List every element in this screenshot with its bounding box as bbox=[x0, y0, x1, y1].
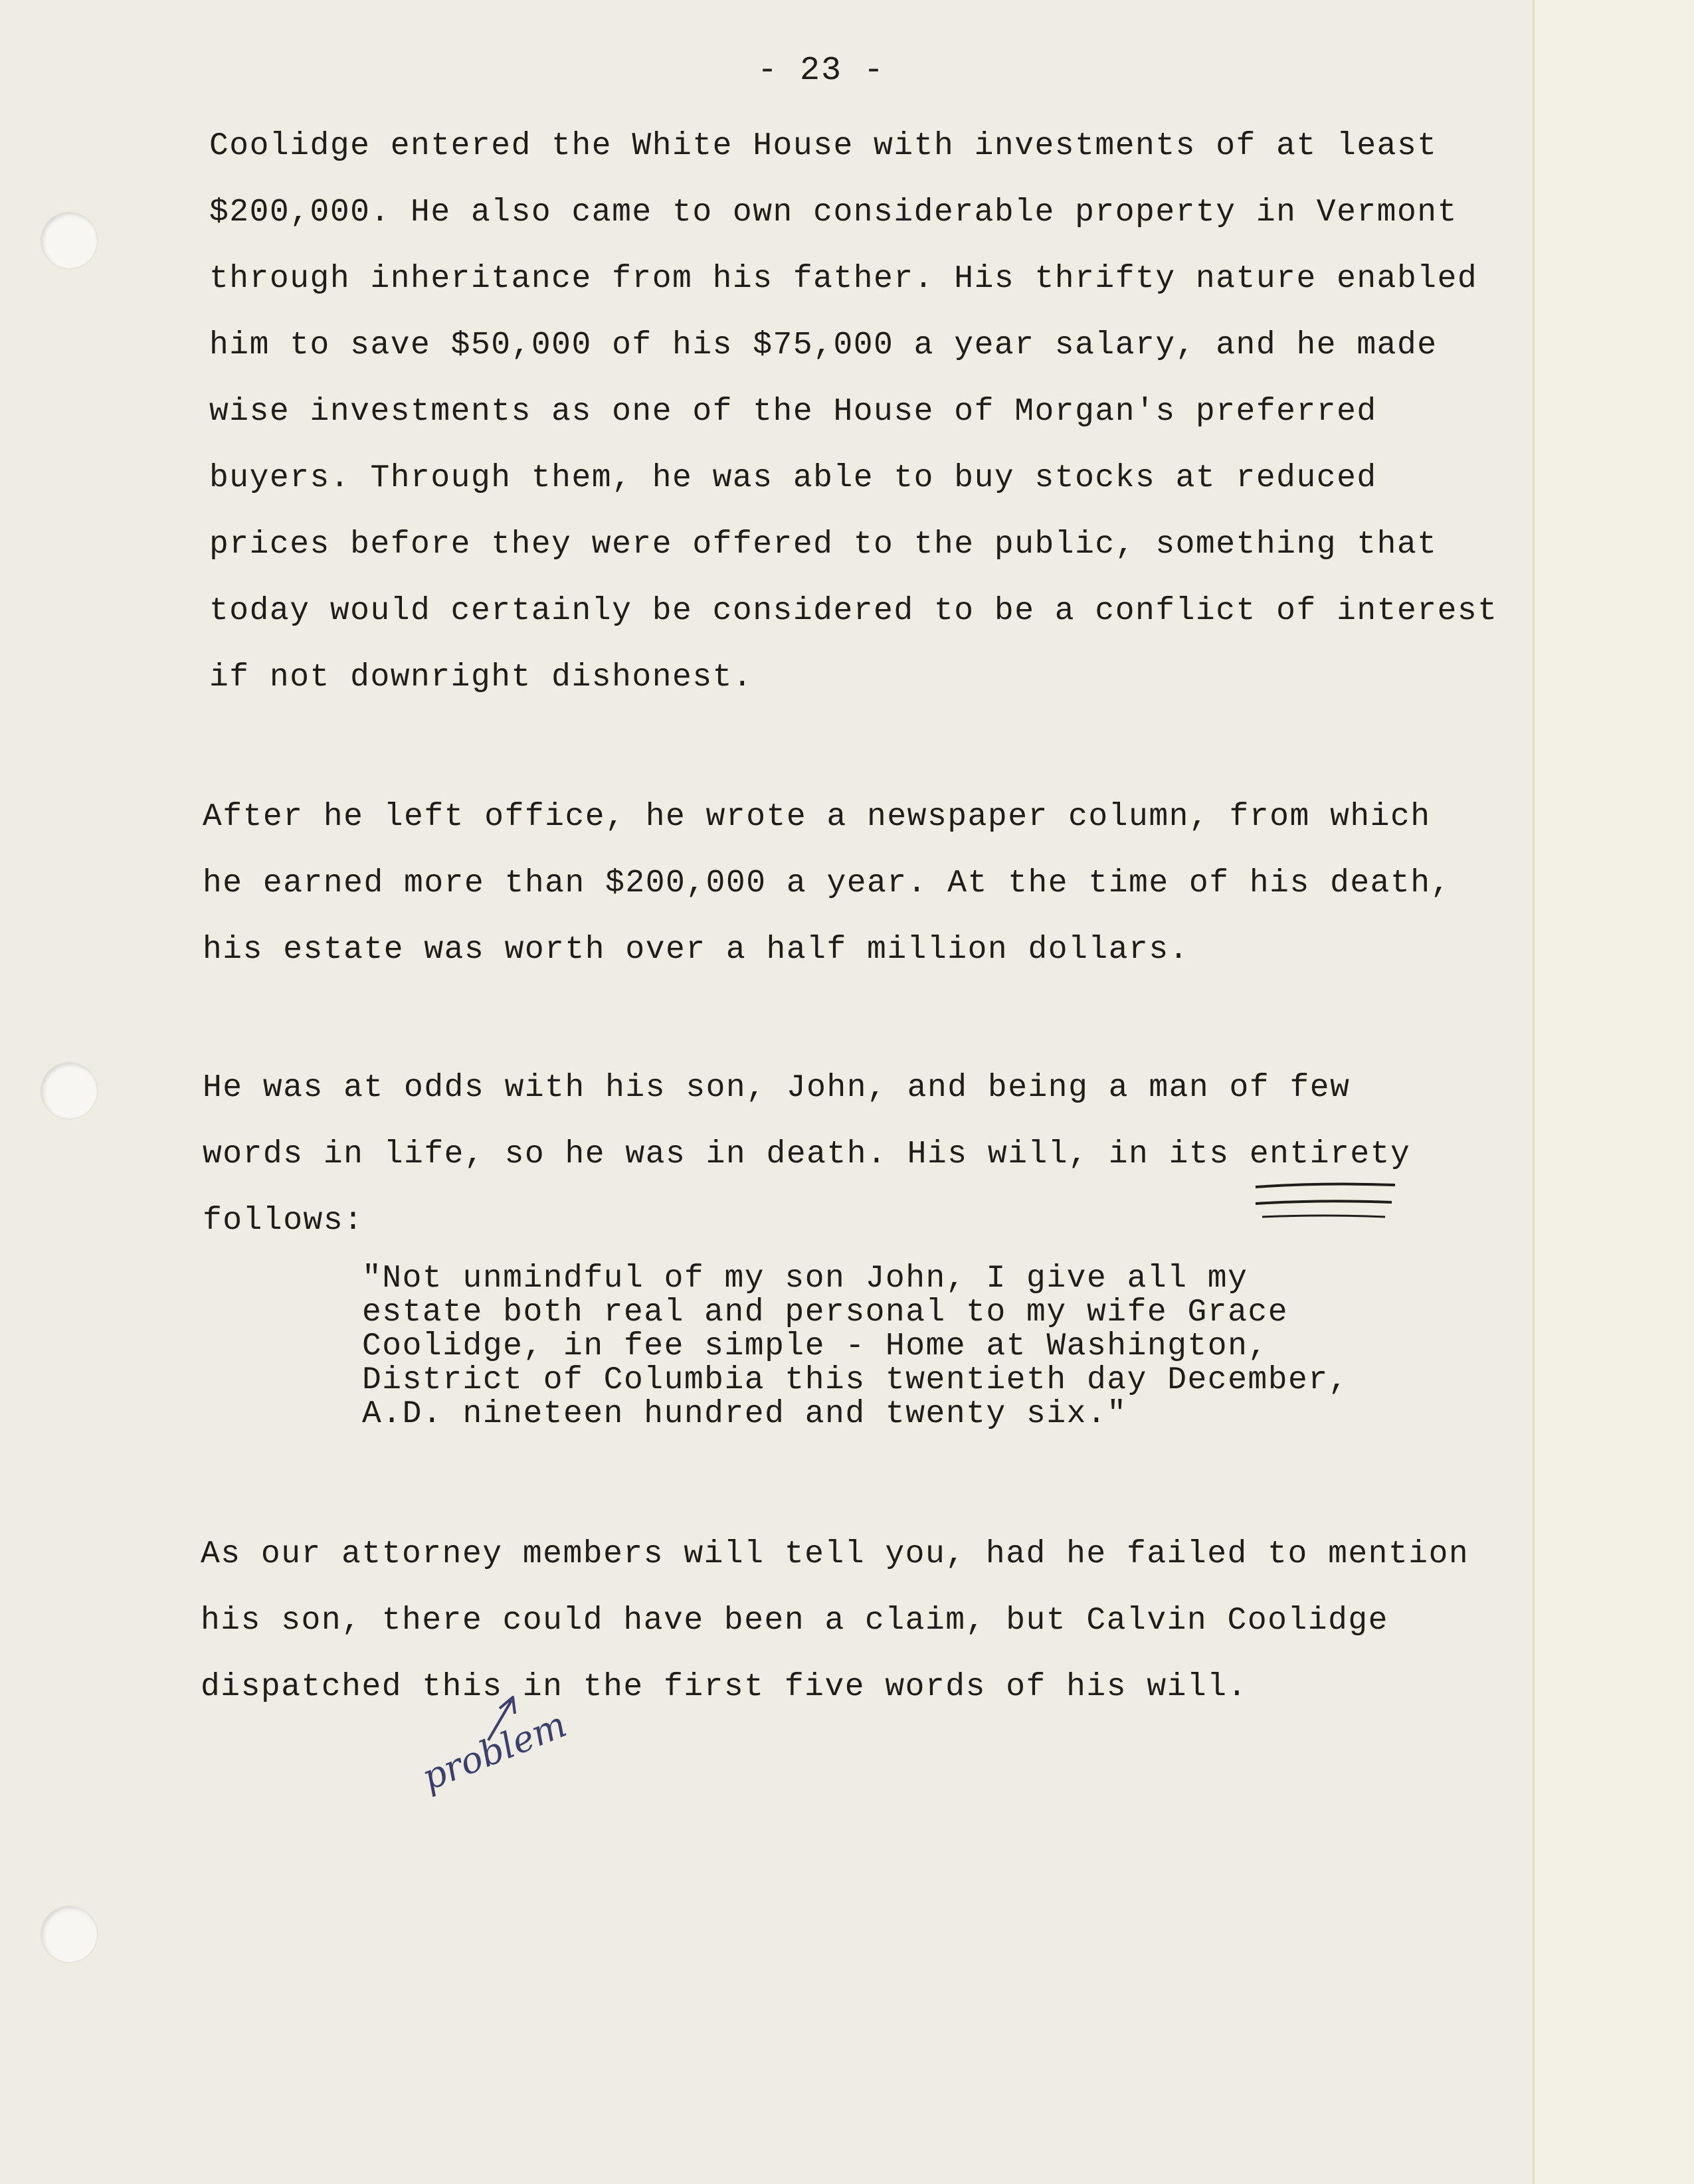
text-line: After he left office, he wrote a newspaper column, from which bbox=[203, 799, 1431, 835]
quote-line: "Not unmindful of my son John, I give all my bbox=[362, 1261, 1248, 1297]
text-line: if not downright dishonest. bbox=[209, 660, 753, 695]
text-line: through inheritance from his father. His thrifty nature enabled bbox=[209, 261, 1478, 297]
text-line: Coolidge entered the White House with investments of at least bbox=[209, 128, 1438, 164]
text-line: As our attorney members will tell you, had he failed to mention bbox=[201, 1536, 1469, 1572]
text-line: $200,000. He also came to own considerable property in Vermont bbox=[209, 195, 1458, 230]
quote-line: estate both real and personal to my wife Grace bbox=[362, 1295, 1289, 1330]
text-line: he earned more than $200,000 a year. At the time of his death, bbox=[203, 865, 1451, 901]
text-line: today would certainly be considered to be a conflict of interest bbox=[209, 593, 1498, 629]
text-line: follows: bbox=[203, 1203, 364, 1239]
double-underline-stroke-1 bbox=[1256, 1184, 1395, 1187]
page-number: - 23 - bbox=[757, 52, 886, 90]
text-line: his estate was worth over a half million dollars. bbox=[203, 932, 1189, 968]
quote-line: A.D. nineteen hundred and twenty six." bbox=[362, 1396, 1127, 1432]
text-line: words in life, so he was in death. His will, in its entirety bbox=[203, 1137, 1411, 1172]
text-line: dispatched this in the first five words of his will. bbox=[201, 1669, 1248, 1705]
text-line: buyers. Through them, he was able to buy stocks at reduced bbox=[209, 460, 1377, 496]
text-line: wise investments as one of the House of Morgan's preferred bbox=[209, 394, 1377, 430]
double-underline-stroke-3 bbox=[1262, 1216, 1385, 1217]
double-underline-stroke-2 bbox=[1256, 1201, 1392, 1204]
text-line: He was at odds with his son, John, and being a man of few bbox=[203, 1070, 1351, 1106]
quote-line: Coolidge, in fee simple - Home at Washington, bbox=[362, 1328, 1268, 1364]
text-line: his son, there could have been a claim, but Calvin Coolidge bbox=[201, 1603, 1388, 1639]
quote-line: District of Columbia this twentieth day December, bbox=[362, 1362, 1349, 1398]
handwritten-annotation: problem bbox=[416, 1703, 573, 1799]
text-line: prices before they were offered to the public, something that bbox=[209, 527, 1438, 563]
text-line: him to save $50,000 of his $75,000 a year salary, and he made bbox=[209, 327, 1438, 363]
